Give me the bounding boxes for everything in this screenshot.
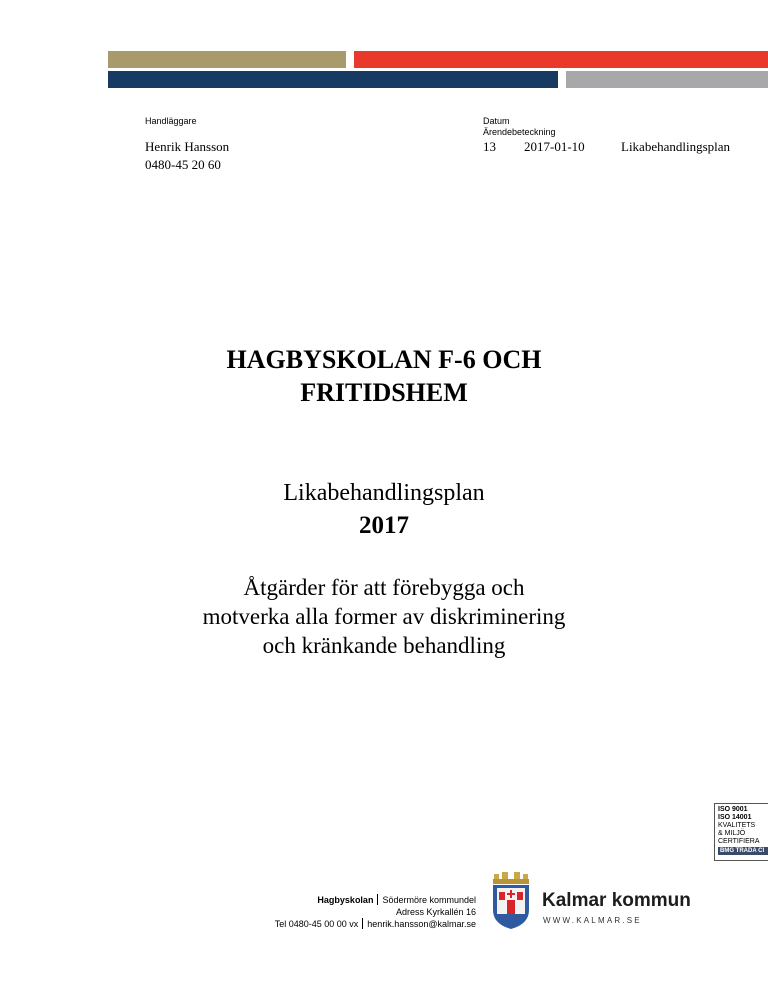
iso-line-4: & MILJÖ [718, 830, 746, 837]
header-bar-red [354, 51, 768, 68]
description-line-2: motverka alla former av diskriminering [202, 604, 566, 629]
subtitle: Likabehandlingsplan [283, 480, 485, 506]
header-bar-gold [108, 51, 346, 68]
header-bar-gray [566, 71, 768, 88]
footer-separator [362, 918, 363, 929]
footer-address: Adress Kyrkallén 16 [395, 907, 476, 917]
handlaggare-label: Handläggare [145, 116, 197, 126]
iso-line-3: KVALITETS [718, 822, 756, 829]
kalmar-crest-icon [490, 872, 532, 930]
plan-year: 2017 [359, 512, 409, 539]
description-line-1: Åtgärder för att förebygga och [243, 575, 525, 600]
description [0, 573, 768, 660]
page-title [0, 343, 768, 409]
title-line-1: HAGBYSKOLAN F-6 OCH [226, 345, 542, 374]
arende-number: 13 [483, 139, 496, 154]
handlaggare-name: Henrik Hansson [145, 139, 230, 154]
datum-label: Datum [483, 116, 510, 126]
iso-line-2: ISO 14001 [718, 814, 752, 821]
footer-phone: Tel 0480-45 00 00 vx [274, 919, 359, 929]
brand-name: Kalmar kommun [542, 890, 691, 911]
footer-school: Hagbyskolan [317, 895, 374, 905]
header-bar-navy [108, 71, 558, 88]
arende-label: Ärendebeteckning [483, 127, 556, 137]
footer-contact [275, 894, 476, 930]
description-line-3: och kränkande behandling [262, 633, 506, 658]
handlaggare-phone: 0480-45 20 60 [145, 157, 221, 172]
iso-line-1: ISO 9001 [718, 806, 748, 813]
iso-certification-badge [714, 803, 768, 861]
footer-separator [377, 894, 378, 905]
footer-email: henrik.hansson@kalmar.se [367, 919, 476, 929]
footer-district: Södermöre kommundel [382, 895, 476, 905]
document-name: Likabehandlingsplan [621, 139, 731, 154]
iso-line-6: BMG TRADA CI [718, 847, 768, 855]
document-date: 2017-01-10 [524, 139, 585, 154]
brand-url: WWW.KALMAR.SE [543, 916, 642, 925]
iso-line-5: CERTIFIERA [718, 838, 760, 845]
title-line-2: FRITIDSHEM [300, 378, 468, 407]
